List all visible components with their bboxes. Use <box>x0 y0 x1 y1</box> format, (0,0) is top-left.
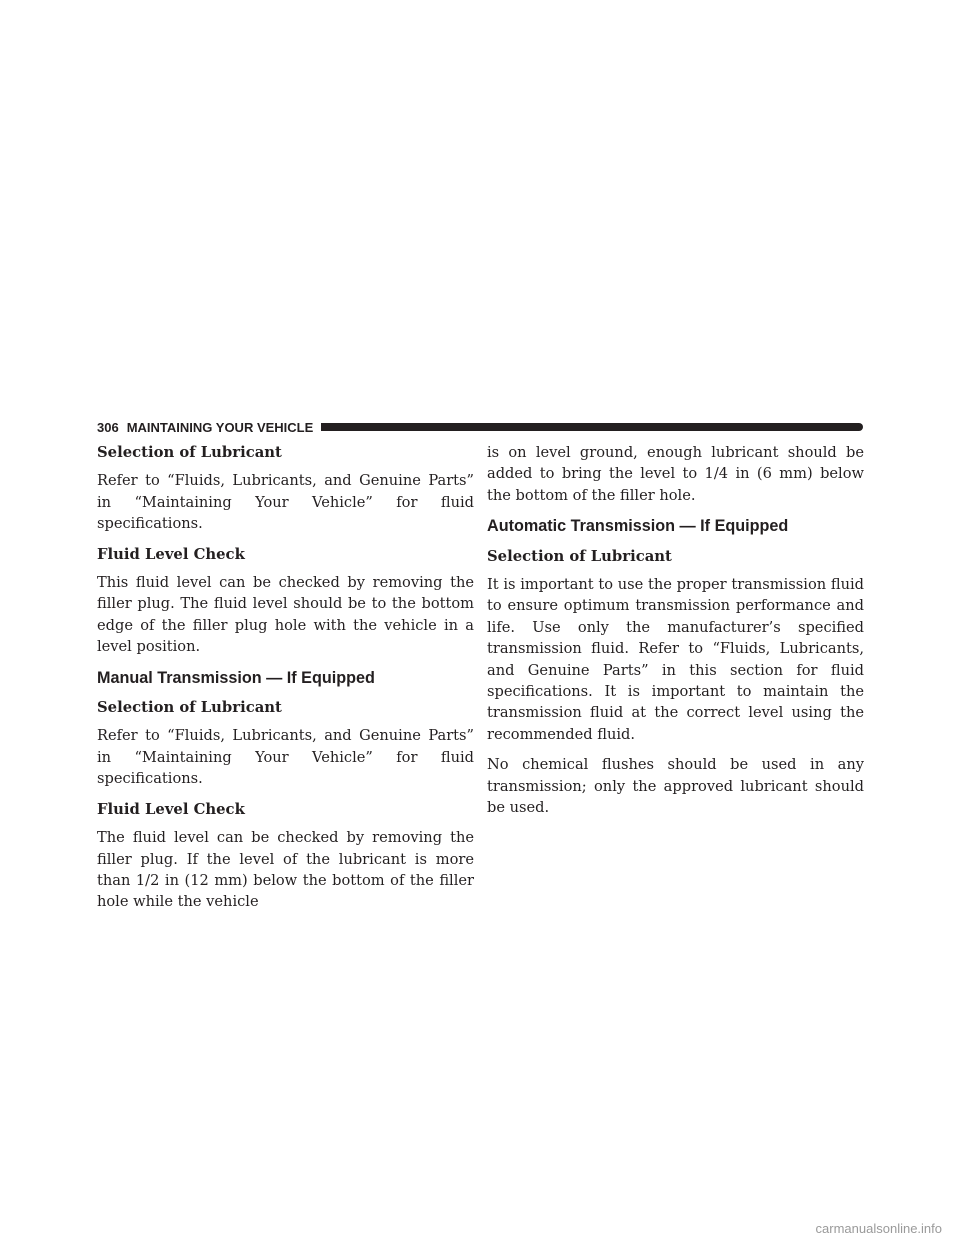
heading-manual-transmission: Manual Transmission — If Equipped <box>97 668 375 687</box>
paragraph-selection-of-lubricant: Refer to “Fluids, Lubricants, and Genuine Parts” in “Maintaining Your Vehicle” for fluid specifications. <box>97 472 474 533</box>
heading-selection-of-lubricant: Selection of Lubricant <box>97 444 282 461</box>
left-column <box>97 442 474 922</box>
heading-fluid-level-check: Fluid Level Check <box>97 545 245 563</box>
watermark-text: carmanualsonline.info <box>815 1221 942 1236</box>
heading-automatic-transmission: Automatic Transmission — If Equipped <box>487 517 789 536</box>
paragraph-manual-fluid-level-check: The fluid level can be checked by removing the filler plug. If the level of the lubricant is more than 1/2 in (12 mm) below the bottom of the filler hole while the vehicle <box>97 829 474 911</box>
header-rule <box>321 423 863 431</box>
heading-automatic-selection-of-lubricant: Selection of Lubricant <box>487 547 672 565</box>
paragraph-manual-selection-of-lubricant: Refer to “Fluids, Lubricants, and Genuine Parts” in “Maintaining Your Vehicle” for fluid specifications. <box>97 727 474 788</box>
heading-manual-selection-of-lubricant: Selection of Lubricant <box>97 699 282 717</box>
right-column <box>487 442 864 828</box>
section-title: MAINTAINING YOUR VEHICLE <box>126 419 314 435</box>
paragraph-fluid-level-continued: is on level ground, enough lubricant should be added to bring the level to 1/4 in (6 mm) below the bottom of the filler hole. <box>487 444 864 504</box>
paragraph-fluid-level-check: This fluid level can be checked by removing the filler plug. The fluid level should be to the bottom edge of the filler plug hole with the vehicle in a level position. <box>97 574 474 656</box>
paragraph-automatic-selection-of-lubricant: It is important to use the proper transmission fluid to ensure optimum transmission performance and life. Use only the manufacturer’s specified transmission fluid. Refer to “Fluids, Lubricants, and Genuine Parts” in this section for fluid specifications. It is important to maintain the transmission fluid at the correct level using the recommended fluid. <box>487 576 864 743</box>
paragraph-chemical-flushes: No chemical flushes should be used in any transmission; only the approved lubricant should be used. <box>487 756 864 817</box>
heading-manual-fluid-level-check: Fluid Level Check <box>97 800 245 818</box>
page-number: 306 <box>97 419 119 435</box>
page-header <box>97 418 863 436</box>
